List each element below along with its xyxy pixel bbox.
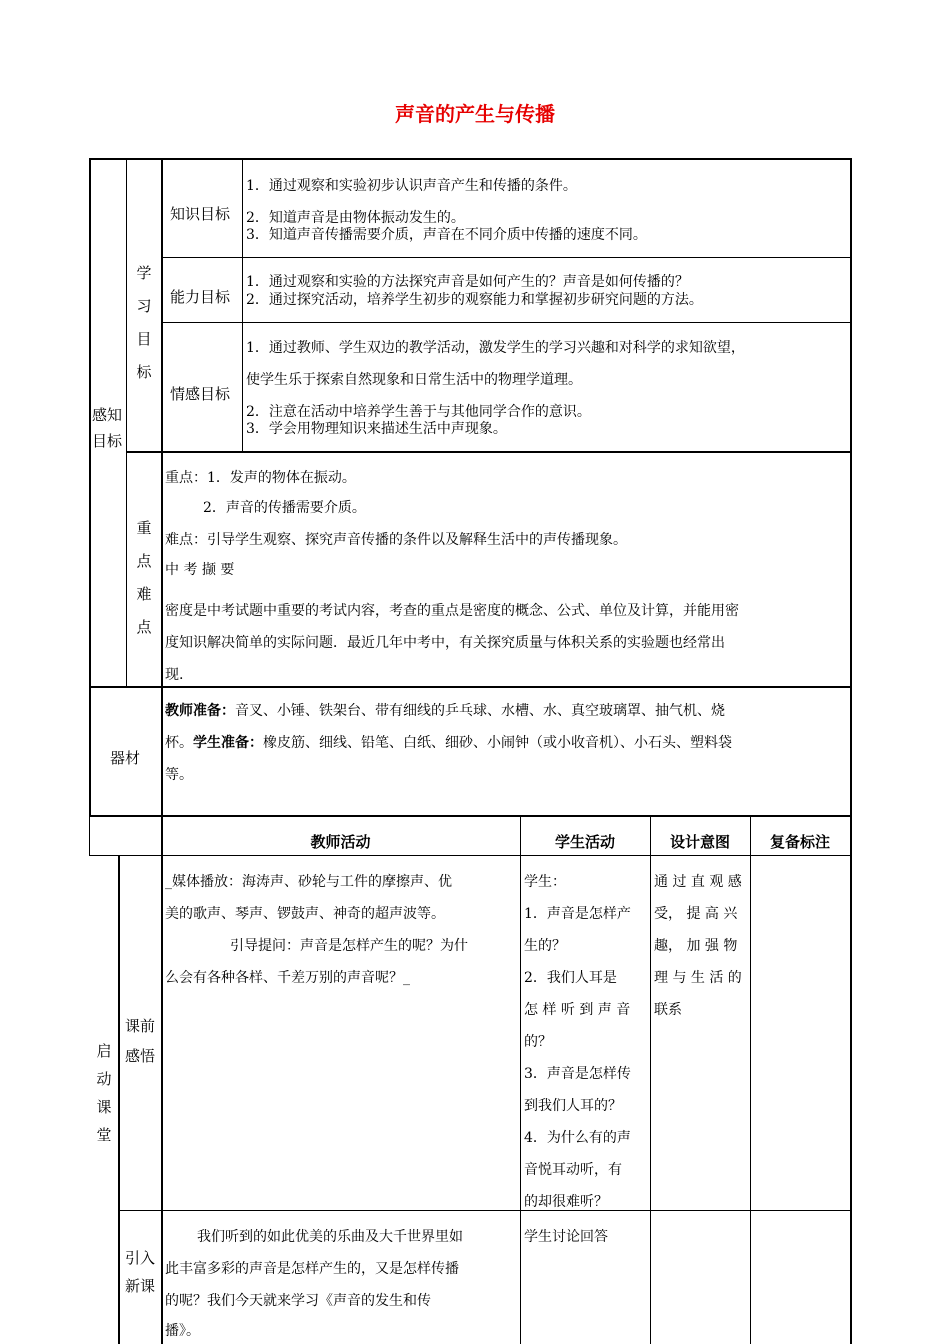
exam-summary-line: 度知识解决简单的实际问题．最近几年中考中，有关探究质量与体积关系的实验题也经常出 [165, 635, 725, 651]
pre-class-teacher-line: 引导提问：声音是怎样产生的呢？为什 [230, 938, 468, 954]
ability-goal-line: 2．通过探究活动，培养学生初步的观察能力和掌握初步研究问题的方法。 [246, 292, 703, 308]
exam-summary-line: 现. [165, 667, 184, 683]
header-student-activity: 学生活动 [554, 833, 615, 851]
pre-class-student-line: 4．为什么有的声 [524, 1130, 631, 1146]
page-title: 声音的产生与传播 [395, 102, 555, 126]
pre-class-student-line: 音悦耳动听，有 [524, 1162, 622, 1178]
pre-class-student-line: 1．声音是怎样产 [524, 906, 631, 922]
new-lesson-label-line1: 引入 [125, 1249, 156, 1267]
learning-goals-label: 学 习 目 标 [136, 264, 152, 381]
pre-class-student-line: 生的？ [524, 938, 566, 954]
header-notes: 复备标注 [769, 833, 830, 851]
ability-goal-line: 1．通过观察和实验的方法探究声音是如何产生的？声音是如何传播的？ [246, 274, 689, 290]
new-lesson-teacher-line: 此丰富多彩的声音是怎样产生的，又是怎样传播 [165, 1261, 459, 1277]
emotion-goal-line: 3．学会用物理知识来描述生活中声现象。 [246, 421, 507, 437]
difficulty-line: 难点：引导学生观察、探究声音传播的条件以及解释生活中的声传播现象。 [165, 532, 627, 548]
pre-class-teacher-line: 美的歌声、琴声、锣鼓声、神奇的超声波等。 [165, 906, 445, 922]
emotion-goal-line: 使学生乐于探索自然现象和日常生活中的物理学道理。 [246, 372, 582, 388]
pre-class-label-line1: 课前 [125, 1017, 156, 1035]
pre-class-student-line: 2．我们人耳是 [524, 970, 617, 986]
pre-class-student-line: 的却很难听？ [524, 1194, 608, 1210]
key-point-line: 重点：1．发声的物体在振动。 [165, 470, 356, 486]
key-point-line: 2．声音的传播需要介质。 [203, 500, 366, 516]
new-lesson-teacher-line: 我们听到的如此优美的乐曲及大千世界里如 [197, 1229, 463, 1245]
pre-class-student-line: 3．声音是怎样传 [524, 1066, 631, 1082]
perception-label-line1: 感知 [92, 406, 123, 424]
header-design-intent: 设计意图 [669, 833, 730, 851]
header-teacher-activity: 教师活动 [310, 833, 371, 851]
equipment-student-line: 杯。学生准备：橡皮筋、细线、铅笔、白纸、细砂、小闹钟（或小收音机）、小石头、塑料袋 [165, 735, 732, 751]
ability-goal-label: 能力目标 [170, 288, 231, 306]
equipment-teacher-line: 教师准备：音叉、小锤、铁架台、带有细线的乒乓球、水槽、水、真空玻璃罩、抽气机、烧 [165, 703, 725, 719]
new-lesson-teacher-line: 播》。 [165, 1323, 200, 1339]
knowledge-goal-line: 1．通过观察和实验初步认识声音产生和传播的条件。 [246, 178, 577, 194]
equipment-student-line-2: 等。 [165, 767, 193, 783]
pre-class-student-line: 学生： [524, 874, 566, 890]
knowledge-goal-line: 3．知道声音传播需要介质，声音在不同介质中传播的速度不同。 [246, 227, 647, 243]
equipment-label: 器材 [110, 749, 141, 767]
pre-class-teacher-line: _媒体播放：海涛声、砂轮与工件的摩擦声、优 [165, 874, 452, 890]
pre-class-student-line: 到我们人耳的？ [524, 1098, 622, 1114]
pre-class-label-line2: 感悟 [125, 1047, 156, 1065]
new-lesson-teacher-line: 的呢？我们今天就来学习《声音的发生和传 [165, 1293, 431, 1309]
pre-class-student-line: 怎 样 听 到 声 音 [524, 1002, 631, 1018]
exam-summary-heading: 中 考 撷 要 [165, 562, 235, 578]
design-intent-line: 理 与 生 活 的 [654, 970, 742, 986]
exam-summary-line: 密度是中考试题中重要的考试内容，考查的重点是密度的概念、公式、单位及计算，并能用密 [165, 603, 739, 619]
design-intent-line: 趣， 加 强 物 [654, 938, 738, 954]
emotion-goal-line: 2．注意在活动中培养学生善于与其他同学合作的意识。 [246, 404, 591, 420]
key-points-label: 重 点 难 点 [136, 519, 152, 636]
perception-label-line2: 目标 [92, 432, 123, 450]
new-lesson-label-line2: 新课 [125, 1277, 156, 1295]
design-intent-line: 联系 [654, 1002, 682, 1018]
start-class-label: 启 动 课 堂 [96, 1042, 112, 1144]
design-intent-line: 通 过 直 观 感 [654, 874, 742, 890]
pre-class-student-line: 的？ [524, 1034, 552, 1050]
design-intent-line: 受， 提 高 兴 [654, 906, 738, 922]
pre-class-teacher-line: 么会有各种各样、千差万别的声音呢？_ [165, 970, 410, 986]
knowledge-goal-label: 知识目标 [170, 205, 231, 223]
new-lesson-student-text: 学生讨论回答 [524, 1229, 608, 1245]
emotion-goal-label: 情感目标 [170, 385, 231, 403]
knowledge-goal-line: 2．知道声音是由物体振动发生的。 [246, 210, 465, 226]
emotion-goal-line: 1．通过教师、学生双边的教学活动，激发学生的学习兴趣和对科学的求知欲望， [246, 340, 745, 356]
